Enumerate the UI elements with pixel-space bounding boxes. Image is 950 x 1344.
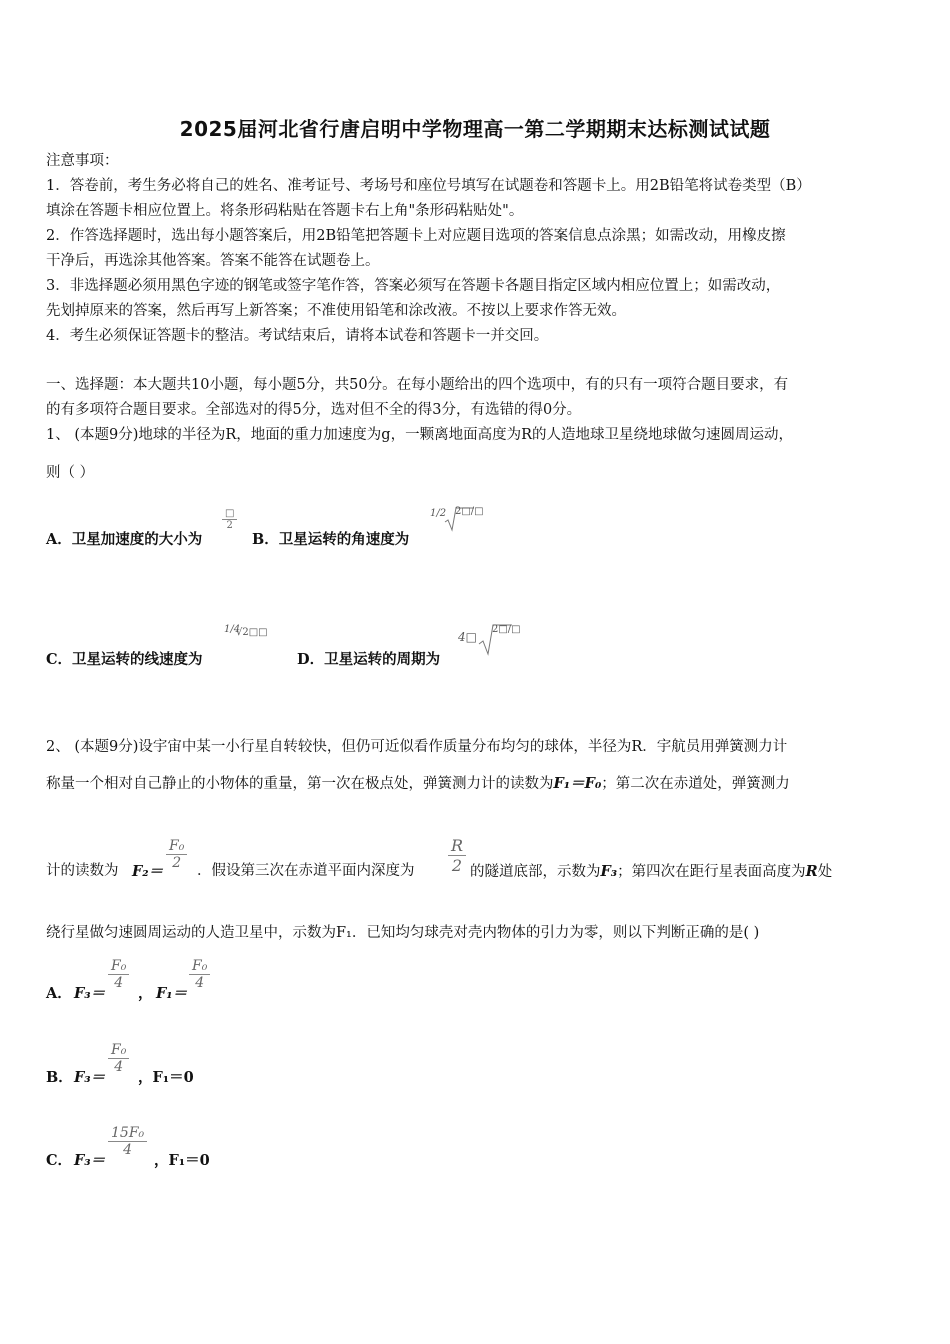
notice-line: 干净后，再选涂其他答案。答案不能答在试题卷上。 [46, 253, 380, 269]
q2-option-b-label: B． [46, 1069, 73, 1086]
q2-f2-num: F₀ [166, 838, 187, 855]
q2-option-b-f3-fraction [108, 1042, 129, 1075]
q2-f3-label: F₃ [600, 863, 618, 880]
q1-option-b: B．卫星运转的角速度为 [252, 531, 410, 548]
q2-option-a-f3-num: F₀ [108, 958, 129, 975]
notice-line: 3．非选择题必须用黑色字迹的钢笔或签字笔作答，答案必须写在答题卡各题目指定区域内相应位置上；如需改动， [46, 278, 781, 294]
q2-option-a-f1: F₁＝ [156, 985, 188, 1002]
q2-text: 的隧道底部，示数为 [470, 864, 601, 880]
q2-option-a-label: A． [46, 985, 72, 1002]
q2-option-b-f3: F₃＝ [74, 1069, 106, 1086]
q2-text: 处 [817, 864, 833, 880]
q2-stem-line3c: ．假设第三次在赤道平面内深度为 [197, 863, 415, 879]
q2-option-c-f3: F₃＝ [74, 1152, 106, 1169]
q2-stem-line3d [470, 859, 832, 885]
notice-line: 4．考生必须保证答题卡的整洁。考试结束后，请将本试卷和答题卡一并交回。 [46, 328, 549, 344]
q2-stem-line2 [46, 771, 790, 797]
q1-option-b-radicand: 2□/□ [455, 506, 484, 517]
section-heading-cont: 的有多项符合题目要求。全部选对的得5分，选对但不全的得3分，有选错的得0分。 [46, 402, 582, 418]
q2-option-b-tail: ，F₁＝0 [138, 1069, 194, 1086]
q2-option-c-f3-fraction [108, 1125, 147, 1158]
q2-stem: 2、 (本题9分)设宇宙中某一小行星自转较快，但仍可近似看作质量分布均匀的球体，半径为R．宇航员用弹簧测力计 [46, 739, 788, 755]
q2-option-a-f1-den: 4 [195, 975, 205, 991]
q2-option-c-label: C． [46, 1152, 73, 1169]
q1-option-c-coef: 1/4 [224, 624, 241, 635]
q2-option-a-sep: ， [138, 985, 153, 1002]
q1-option-d-coef: 4□ [458, 630, 477, 644]
q2-text: ；第四次在距行星表面高度为 [617, 864, 806, 880]
q2-text: ；第二次在赤道处，弹簧测力 [601, 776, 790, 792]
q2-f2-label: F₂＝ [132, 863, 164, 880]
q2-text: 称量一个相对自己静止的小物体的重量，第一次在极点处，弹簧测力计的读数为 [46, 776, 554, 792]
q2-option-a-f1-num: F₀ [189, 958, 210, 975]
q1-option-a: A．卫星加速度的大小为 [46, 531, 203, 548]
q1-option-b-coef: 1/2 [430, 508, 447, 519]
notice-line: 先划掉原来的答案，然后再写上新答案；不准使用铅笔和涂改液。不按以上要求作答无效。 [46, 303, 626, 319]
q2-f2-den: 2 [172, 855, 182, 871]
q2-option-a-f1-fraction [189, 958, 210, 991]
q2-option-b-f3-num: F₀ [108, 1042, 129, 1059]
q1-option-d: D．卫星运转的周期为 [297, 651, 441, 668]
q1-option-d-radicand: 2□/□ [492, 624, 521, 635]
q1-option-c: C．卫星运转的线速度为 [46, 651, 203, 668]
q1-option-c-radicand: √2□□ [236, 627, 268, 638]
q2-depth-fraction [448, 836, 466, 875]
notice-heading: 注意事项： [46, 153, 119, 169]
q2-option-b-f3-den: 4 [114, 1059, 124, 1075]
q1-option-a-num: □ [222, 508, 237, 520]
notice-line: 2．作答选择题时，选出每小题答案后，用2B铅笔把答题卡上对应题目选项的答案信息点涂黑；如需改动，用橡皮擦 [46, 228, 786, 244]
q1-option-a-den: 2 [226, 520, 233, 531]
q2-f2-fraction [166, 838, 187, 871]
q2-depth-den: 2 [451, 856, 463, 875]
q2-f1-reading: F₁＝F₀ [553, 775, 602, 792]
q1-option-a-formula [222, 508, 237, 531]
notice-line: 1．答卷前，考生务必将自己的姓名、准考证号、考场号和座位号填写在试题卷和答题卡上。用2B铅笔将试卷类型（B） [46, 178, 811, 194]
q2-stem-line3a: 计的读数为 [46, 863, 119, 879]
q2-option-c-f3-num: 15F₀ [108, 1125, 147, 1142]
q2-option-c-f3-den: 4 [123, 1142, 133, 1158]
q1-stem-cont: 则（ ） [46, 465, 95, 481]
q2-r-label: R [805, 863, 818, 880]
q2-option-c-tail: ，F₁＝0 [154, 1152, 210, 1169]
q1-stem: 1、 (本题9分)地球的半径为R，地面的重力加速度为g，一颗离地面高度为R的人造地球卫星绕地球做匀速圆周运动， [46, 427, 793, 443]
q2-stem-line4: 绕行星做匀速圆周运动的人造卫星中，示数为F₁．已知均匀球壳对壳内物体的引力为零，则以下判断正确的是( ) [46, 925, 760, 941]
section-heading: 一、选择题：本大题共10小题，每小题5分，共50分。在每小题给出的四个选项中，有的只有一项符合题目要求，有 [46, 377, 789, 393]
page-title: 2025届河北省行唐启明中学物理高一第二学期期末达标测试试题 [179, 117, 771, 141]
q2-option-a-f3-den: 4 [114, 975, 124, 991]
q2-depth-num: R [448, 836, 466, 856]
q2-option-a-f3: F₃＝ [74, 985, 106, 1002]
q2-option-a-f3-fraction [108, 958, 129, 991]
notice-line: 填涂在答题卡相应位置上。将条形码粘贴在答题卡右上角"条形码粘贴处"。 [46, 203, 524, 219]
